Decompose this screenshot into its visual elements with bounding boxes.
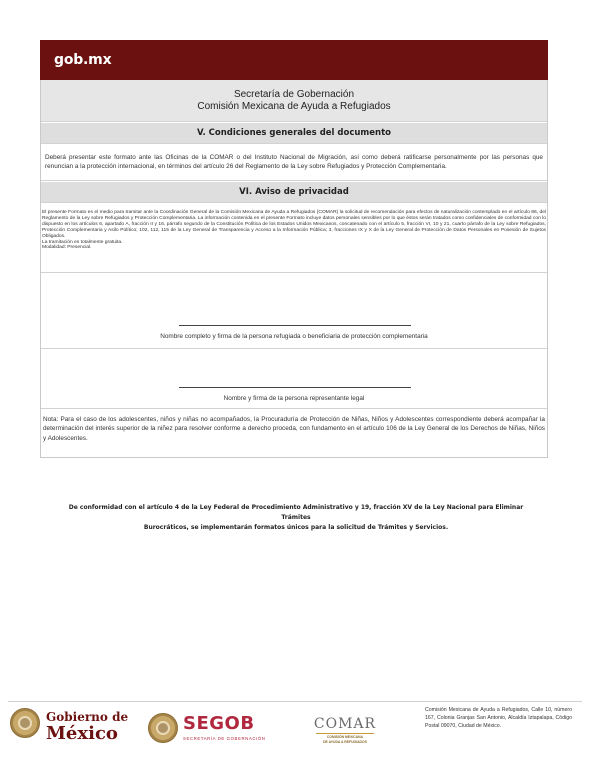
comar-rule xyxy=(316,733,374,734)
note-block xyxy=(41,409,547,457)
privacy-notice xyxy=(41,203,547,273)
representative-signature-line[interactable] xyxy=(179,387,411,388)
gobierno-de-mexico-logo xyxy=(46,710,136,744)
section-v-text: Deberá presentar este formato ante las Oficinas de la COMAR o del Instituto Nacional de Migración, así como deberá ratificarse personalmente por las personas que renuncian a la protección internacional, en términos del artículo 26 del Reglamento de la Ley sobre Refugiados y Protección Complementaria. xyxy=(45,153,543,170)
national-seal-icon xyxy=(10,708,40,738)
segob-seal-icon xyxy=(148,713,178,743)
footer-divider xyxy=(8,701,582,702)
mexico-text: México xyxy=(46,723,118,744)
representative-signature-block xyxy=(41,349,547,409)
legal-notice-line-2: Burocráticos, se implementarán formatos únicos para la solicitud de Trámites y Servicios. xyxy=(143,524,449,531)
agency-commission: Comisión Mexicana de Ayuda a Refugiados xyxy=(197,100,391,112)
privacy-free-line: La tramitación es totalmente gratuita. xyxy=(42,239,123,245)
agency-secretariat: Secretaría de Gobernación xyxy=(233,88,355,100)
agency-block xyxy=(41,80,547,122)
representative-signature-label: Nombre y firma de la persona representante legal xyxy=(223,395,365,402)
legal-notice-line-1: De conformidad con el artículo 4 de la Ley Federal de Procedimiento Administrativo y 19, fracción XV de la Ley Nacional para Eliminar Trámites xyxy=(68,504,524,521)
gob-header xyxy=(40,40,548,80)
comar-subtitle-1: COMISIÓN MEXICANA xyxy=(326,735,364,739)
refugee-signature-line[interactable] xyxy=(179,325,411,326)
refugee-signature-block xyxy=(41,273,547,349)
privacy-modality-line: Modalidad: Presencial. xyxy=(42,245,92,251)
segob-logo xyxy=(183,714,266,741)
privacy-paragraph: El presente Formato es el medio para tramitar ante la Coordinación General de la Comisión Mexicana de Ayuda a Refugiados (COMAR) la solicitud de recomendación para efectos de naturalización contemplado en el artículo 86, del Reglamento de la Ley sobre Refugiados y Protección Complementaria. La información contenida en el presente Formato incluye datos personales sensibles por lo que éstos serán tratados como confidenciales de conformidad con lo dispuesto en los artículos 6, apartado A, fracción II y 16, párrafo segundo de la Constitución Política de los Estados Unidos Mexicanos, concatenado con el artículo 5, fracción VI, 10 y 21, cuarto párrafo de la Ley sobre Refugiados, Protección Complementaria y Asilo Político; 102, 112, 115 de la Ley General de Transparencia y Acceso a la Información Pública; 3, fracciones IX y X de la Ley General de Protección de Datos Personales en Posesión de Sujetos Obligados. xyxy=(42,210,546,239)
gob-mx-logo[interactable]: gob.mx xyxy=(54,52,112,68)
section-v-title: V. Condiciones generales del documento xyxy=(41,122,547,144)
legal-notice xyxy=(54,503,538,533)
segob-text: SEGOB xyxy=(183,713,255,734)
note-text: Nota: Para el caso de los adolescentes, niños y niñas no acompañados, la Procuraduría de Protección de Niñas, Niños y Adolescentes correspondiente deberá acompañar la determinación del interés superior de la niñez para resolver conforme a derecho proceda, con fundamento en el artículo 106 de la Ley General de los Derechos de Niñas, Niños y Adolescentes. xyxy=(43,416,545,442)
section-vi-title: VI. Aviso de privacidad xyxy=(41,181,547,203)
segob-subtitle: SECRETARÍA DE GOBERNACIÓN xyxy=(183,736,266,741)
section-v-body xyxy=(41,144,547,181)
comar-subtitle-2: DE AYUDA A REFUGIADOS xyxy=(323,740,367,745)
gobierno-de-text: Gobierno de xyxy=(46,710,129,724)
document-page xyxy=(40,40,548,458)
form-body xyxy=(40,80,548,458)
footer-address: Comisión Mexicana de Ayuda a Refugiados, Calle 10, número 167, Colonia Granjas San Antonio, Alcaldía Iztapalapa, Código Postal 09070, Ciudad de México. xyxy=(425,707,572,729)
comar-logo xyxy=(312,716,378,744)
comar-text: COMAR xyxy=(313,716,377,732)
refugee-signature-label: Nombre completo y firma de la persona refugiada o beneficiaria de protección complementaria xyxy=(160,333,428,340)
